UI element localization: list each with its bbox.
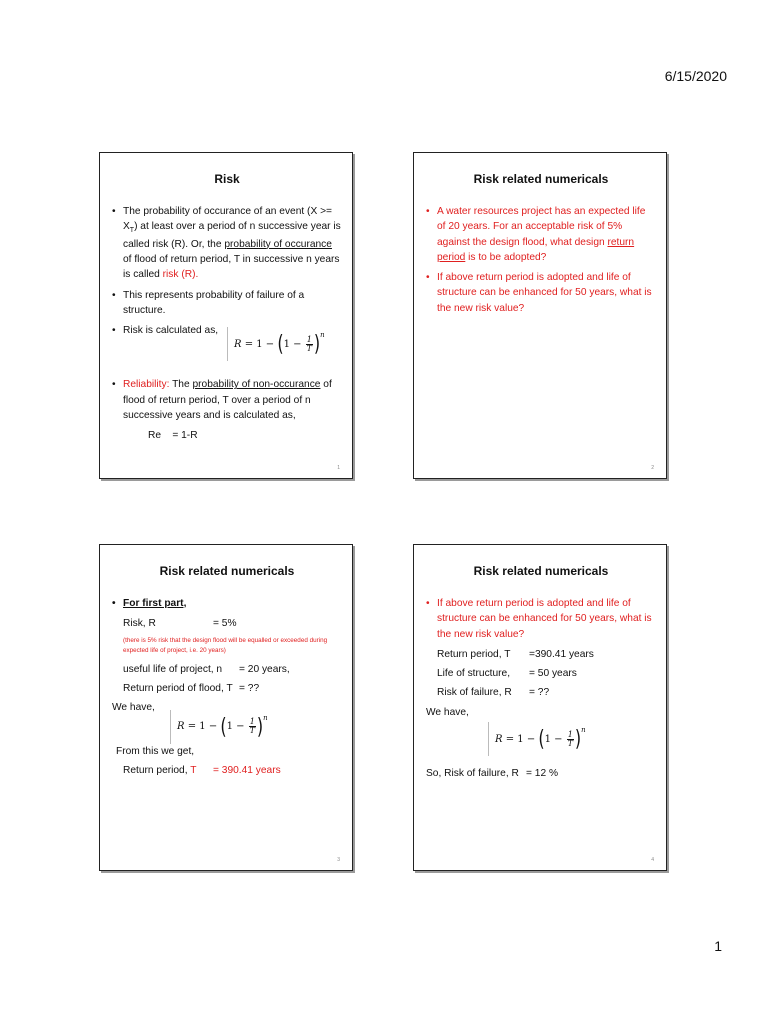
f-frac <box>306 336 313 353</box>
f-eq: = 1 − <box>187 721 218 733</box>
row-life <box>112 662 342 677</box>
slide-numericals-part2 <box>413 544 667 871</box>
value: = 20 years, <box>239 663 290 675</box>
row-result <box>426 766 656 781</box>
highlight-text: Reliability: <box>123 379 170 391</box>
result-value: = 12 % <box>526 768 559 780</box>
row-return-period <box>112 681 342 696</box>
reliability-equation <box>112 428 342 443</box>
text: is to be adopted? <box>465 251 547 263</box>
result-label <box>123 763 213 778</box>
bullet-first-part <box>112 596 342 611</box>
row-risk <box>112 616 342 631</box>
slide-title: Risk related numericals <box>159 564 295 578</box>
result-label: So, Risk of failure, R <box>426 768 519 780</box>
f-lhs: R <box>177 721 185 733</box>
f-paren: ( <box>277 330 284 357</box>
f-num: 1 <box>306 334 312 344</box>
slide-number: 1 <box>337 464 340 471</box>
row-result <box>112 763 342 778</box>
label: Risk, R <box>123 618 156 630</box>
text: The probability of occurance of an event (X >= X <box>123 206 332 233</box>
f-one: 1 − <box>226 721 245 733</box>
f-exp: n <box>581 726 586 735</box>
bullet-calculated <box>112 323 342 361</box>
value: = 5% <box>213 618 237 630</box>
risk-note: (there is 5% risk that the design flood will be equalled or exceeded during expected life of project, i.e. 20 years) <box>123 636 328 654</box>
slide-numericals-question <box>413 152 667 479</box>
subscript: T <box>129 227 135 235</box>
label: useful life of project, n <box>123 663 223 675</box>
value: =390.41 years <box>529 648 594 660</box>
f-eq: = 1 − <box>505 733 536 745</box>
f-paren: ( <box>538 725 545 752</box>
f-den: T <box>249 726 255 736</box>
result-value: = 390.41 years <box>213 764 281 776</box>
text: The <box>169 379 193 391</box>
f-frac <box>567 731 574 748</box>
re-label: Re <box>148 430 162 442</box>
f-paren: ( <box>220 712 227 740</box>
f-paren: ) <box>313 330 321 357</box>
f-den: T <box>306 343 312 353</box>
label: Return period, T <box>437 648 511 660</box>
re-value: = 1-R <box>172 430 198 442</box>
slide-title: Risk related numericals <box>473 172 609 186</box>
highlight-text: risk (R). <box>162 269 199 281</box>
bullet-reliability <box>112 377 342 423</box>
value: = ?? <box>239 683 260 695</box>
result-t: T <box>190 764 197 776</box>
from-this: From this we get, <box>116 745 195 757</box>
f-eq: = 1 − <box>244 338 275 350</box>
slide-number: 2 <box>651 464 654 471</box>
value: = ?? <box>529 687 550 699</box>
f-num: 1 <box>567 729 573 739</box>
bullet-question-2: • If above return period is adopted and life of structure can be enhanced for 50 years, what is the new risk value? <box>426 270 656 316</box>
bullet-failure: • This represents probability of failure of a structure. <box>112 288 342 319</box>
label: Risk of failure, R <box>437 687 512 699</box>
bullet-risk-definition <box>112 204 342 283</box>
f-one: 1 − <box>544 733 563 745</box>
bullet-question-2: • If above return period is adopted and life of structure can be enhanced for 50 years, what is the new risk value? <box>426 596 656 642</box>
f-frac <box>249 718 256 735</box>
slide-title: Risk <box>214 172 240 186</box>
we-have: We have, <box>112 702 155 714</box>
page-date: 6/15/2020 <box>664 68 727 84</box>
slide-risk <box>99 152 353 479</box>
f-exp: n <box>263 713 268 722</box>
slide-number: 3 <box>337 856 340 863</box>
value: = 50 years <box>529 668 577 680</box>
underlined-text: For first part, <box>123 598 187 609</box>
text: Risk is calculated as, <box>123 325 219 337</box>
underlined-text: probability of occurance <box>224 238 332 250</box>
f-num: 1 <box>249 717 255 727</box>
label: Return period of flood, T <box>123 683 233 695</box>
f-lhs: R <box>495 733 503 745</box>
slide-title: Risk related numericals <box>473 564 609 578</box>
text: of flood of return period, T over a period of n successive years and is calculated as, <box>123 379 332 421</box>
f-lhs: R <box>233 338 242 350</box>
label: Life of structure, <box>437 668 511 680</box>
text: A water resources project has an expected life of 20 years. For an acceptable risk of 5% against the design flood, what design <box>437 206 646 248</box>
row-life <box>426 666 656 681</box>
f-exp: n <box>320 331 325 340</box>
bullet-question-1 <box>426 204 656 265</box>
row-return-period <box>426 647 656 662</box>
page-number: 1 <box>714 938 722 954</box>
f-paren: ) <box>256 712 264 740</box>
label: Return period, <box>123 764 191 776</box>
row-risk <box>426 685 656 700</box>
underlined-text: return period <box>437 236 635 263</box>
f-paren: ) <box>574 725 582 752</box>
f-one: 1 − <box>283 338 302 350</box>
slide-number: 4 <box>651 856 654 863</box>
risk-formula <box>227 327 325 361</box>
text: of flood of return period, T in successive n years is called <box>123 254 340 281</box>
we-have: We have, <box>426 706 469 718</box>
f-den: T <box>567 738 573 748</box>
slide-numericals-part1 <box>99 544 353 871</box>
underlined-text: probability of non-occurance <box>192 379 321 391</box>
text: ) at least over a period of n successive year is called risk (R). Or, the <box>123 221 341 250</box>
risk-formula <box>426 722 656 756</box>
